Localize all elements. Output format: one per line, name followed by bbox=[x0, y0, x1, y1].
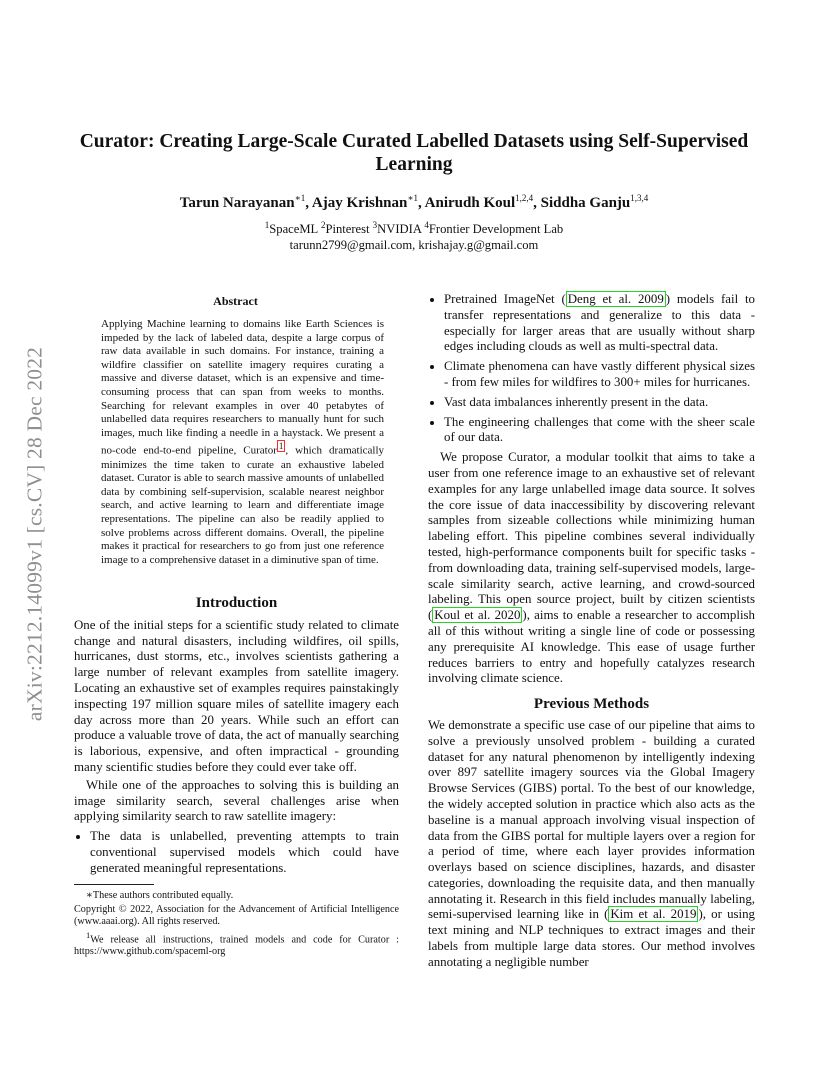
author-affil-mark: ∗1 bbox=[407, 193, 418, 203]
list-item: • Vast data imbalances inherently present in the data. bbox=[444, 395, 755, 411]
abstract-body: Applying Machine learning to domains like Earth Sciences is impeded by the lack of labeled data, despite a large corpus of raw data available in such domains. For instance, training a wildfire classifier on satellite imagery requires curating a massive and diverse dataset, which is an expensive and time-consuming process that can span from weeks to months. Searching for relevant examples in over 40 petabytes of unlabelled data requires researchers to manually hunt for such images, much like finding a needle in a haystack. We present a no-code end-to-end pipeline, Curator $^1$ , which dramatically minimizes the time taken to curate an exhaustive labeled dataset. Curator is able to search massive amounts of unlabelled data by combining self-supervision, scalable nearest neighbor search, and active learning to learn and differentiate image representations. The pipeline can also be readily applied to solve problems across different domains. Overall, the pipeline makes it practical for researchers to go from just one reference image to a comprehensive dataset in a diminutive span of time. bbox=[101, 318, 385, 566]
left-column bbox=[74, 596, 399, 881]
affiliations: $^1$SpaceML $^2$Pinterest $^3$NVIDIA $^4$Frontier Development Lab tarunn2799@gmail.com, krishajay.g@gmail.com bbox=[74, 217, 754, 253]
author-affil-mark: ∗1 bbox=[294, 193, 306, 203]
section-heading-introduction: Introduction bbox=[195, 595, 278, 611]
section-heading-previous-methods: Previous Methods bbox=[533, 696, 650, 713]
challenge-list-continued bbox=[428, 292, 755, 446]
right-column bbox=[428, 292, 755, 971]
citation-link[interactable]: Koul et al. 2020 bbox=[434, 608, 521, 623]
body-paragraph: We demonstrate a specific use case of our pipeline that aims to solve a previously unsolved problem - building a curated dataset for any natural phenomenon by intelligently indexing over 897 satellite imagery sources via the Global Imagery Browse Services (GIBS) portal. To the best of our knowledge, the widely accepted solution in practice which also acts as the baseline is a manual approach involving visual inspection of data from the GIBS portal for multiple layers over a region for a period of time, where each layer provides information overlays based on science disciplines, hazards, and disaster categories, downloading the requisite data, and then manually annotating it. Research in this field includes manually labeling, semi-supervised learning like in ( Kim et al. 2019 ), or using text mining and NLP techniques to extract images and their labels from multiple large data stores. Our method involves annotating a negligible number bbox=[428, 717, 755, 969]
author-name: Anirudh Koul bbox=[424, 195, 516, 211]
author-list: Tarun Narayanan$^{∗1}$, Ajay Krishnan$^{∗1}$, Anirudh Koul$^{1,2,4}$, Siddha Ganju$^{1,3,4}$ bbox=[179, 193, 649, 211]
author-affil-mark: 1,3,4 bbox=[630, 193, 649, 203]
footnote-code-release: $^1$We release all instructions, trained models and code for Curator : https://www.github.com/spaceml-org bbox=[74, 929, 399, 958]
copyright-notice: Copyright © 2022, Association for the Advancement of Artificial Intelligence (www.aaai.org). All rights reserved. bbox=[74, 903, 399, 927]
author-affil-mark: 1,2,4 bbox=[515, 193, 534, 203]
affiliation: NVIDIA bbox=[377, 222, 422, 237]
affiliation: SpaceML bbox=[269, 222, 318, 237]
author-emails: tarunn2799@gmail.com, krishajay.g@gmail.com bbox=[289, 238, 539, 253]
affiliation: Pinterest bbox=[325, 222, 370, 237]
citation-link[interactable]: Deng et al. 2009 bbox=[567, 292, 664, 306]
list-item: • The data is unlabelled, preventing attempts to train conventional supervised models which could have generated meaningful representations. bbox=[90, 829, 399, 876]
body-paragraph: We propose Curator, a modular toolkit that aims to take a user from one reference image to an exhaustive set of relevant examples for any large unlabelled image data source. It solves the core issue of data inaccessibility by discovering relevant samples from sizeable collections while minimizing human labeling effort. This pipeline combines several individually tested, high-performance components built for specific tasks - from downloading data, training self-supervised models, large-scale similarity search, active learning, and crowd-sourced labeling. This open source project, built by citizen scientists ( Koul et al. 2020 ), aims to enable a researcher to accomplish all of this without writing a single line of code or possessing any prerequisite AI knowledge. This ease of usage further reduces barriers to entry and hopefully catalyzes research involving climate science. bbox=[428, 450, 755, 686]
paper-title: Curator: Creating Large-Scale Curated Labelled Datasets using Self-Supervised Learning bbox=[79, 131, 749, 175]
list-item: • The engineering challenges that come with the sheer scale of our data. bbox=[444, 415, 755, 447]
footnote-divider bbox=[74, 884, 154, 885]
challenge-list bbox=[74, 829, 399, 876]
affiliation: Frontier Development Lab bbox=[428, 222, 564, 237]
footnotes bbox=[74, 890, 399, 960]
intro-paragraph: While one of the approaches to solving this is building an image similarity search, several challenges arise when applying similarity search to raw satellite imagery: bbox=[74, 777, 399, 824]
list-item: • Pretrained ImageNet ( Deng et al. 2009 ) models fail to transfer representations and generalize to this data - especially for larger areas that are usually without sharp edges including clouds as well as multi-spectral data. bbox=[444, 292, 755, 355]
intro-paragraph: One of the initial steps for a scientific study related to climate change and natural disasters, including wildfires, oil spills, hurricanes, dust storms, etc., involves scientists gathering a large number of relevant examples from satellite imagery. Locating an exhaustive set of examples requires painstakingly inspecting 197 million square miles of satellite imagery each day across more than 20 years. While such an effort can produce a valuable trove of data, the act of manually searching is laborious, expensive, and often impractical - grounding many scientific studies before they could ever take off. bbox=[74, 617, 399, 774]
footnote-equal-contribution: ∗These authors contributed equally. bbox=[86, 890, 234, 901]
abstract-heading: Abstract bbox=[213, 294, 258, 308]
author-name: Tarun Narayanan bbox=[179, 195, 295, 211]
arxiv-stamp: arXiv:2212.14099v1 [cs.CV] 28 Dec 2022 bbox=[22, 346, 47, 722]
author-name: Siddha Ganju bbox=[540, 195, 631, 211]
author-name: Ajay Krishnan bbox=[311, 195, 408, 211]
citation-link[interactable]: Kim et al. 2019 bbox=[610, 907, 697, 922]
list-item: • Climate phenomena can have vastly different physical sizes - from few miles for wildfires to 300+ miles for hurricanes. bbox=[444, 359, 755, 391]
footnote-link[interactable]: 1 bbox=[278, 441, 284, 452]
